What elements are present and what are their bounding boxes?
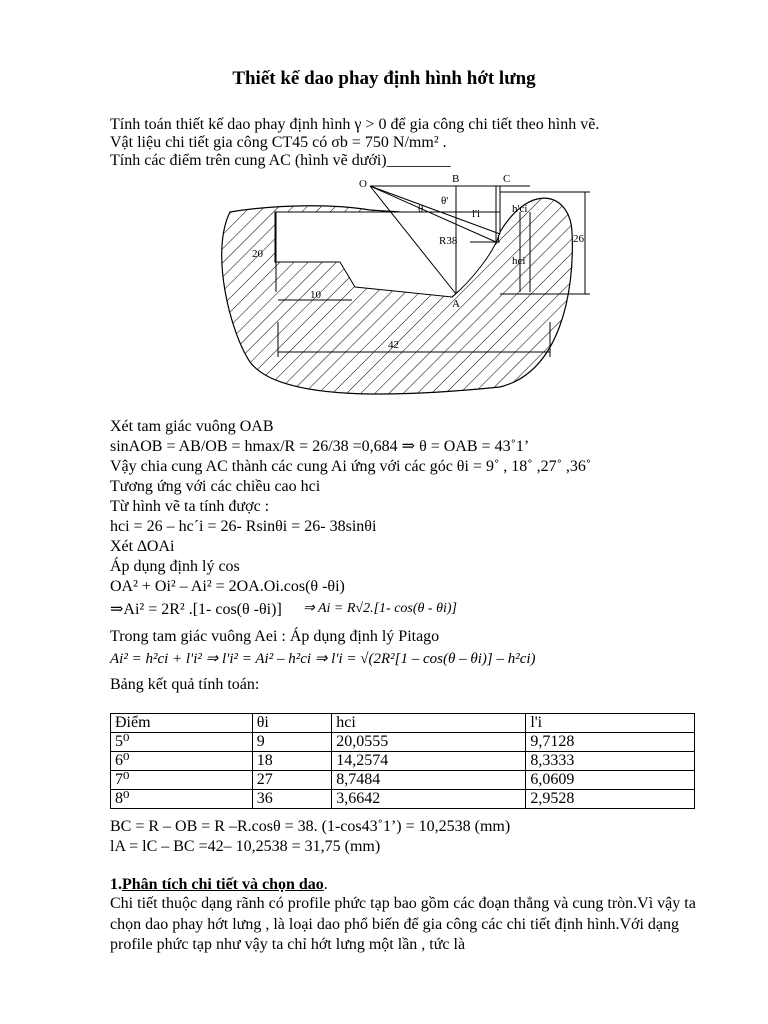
label-theta: θ: [418, 203, 424, 215]
table-cell: 8,7484: [332, 771, 526, 790]
table-header: θi: [252, 714, 332, 733]
table-cell: 9,7128: [526, 733, 695, 752]
calc-line-13: Bảng kết quả tính toán:: [110, 676, 260, 693]
calc-line-3: Vậy chia cung AC thành các cung Ai ứng với các góc θi = 9˚ , 18˚ ,27˚ ,36˚: [110, 458, 592, 475]
label-theta-prime: θ': [441, 195, 449, 207]
table-cell: 5⁰: [111, 733, 253, 752]
label-A: A: [452, 298, 460, 310]
document-title: Thiết kế dao phay định hình hớt lưng: [232, 68, 536, 89]
section-paragraph: Chi tiết thuộc dạng rãnh có profile phức tạp bao gồm các đoạn thẳng và cung tròn.Vì vậy ta chọn dao phay hớt lưng , là loại dao phổ biến để gia công các chi tiết định hình.Với dạng profile phức tạp như vậy ta chỉ hớt lưng một lần , tức là: [110, 895, 696, 953]
bc-line: BC = R – OB = R –R.cosθ = 38. (1-cos43˚1’) = 10,2538 (mm): [110, 818, 511, 835]
label-dim-42: 42: [388, 339, 399, 351]
label-dim-20: 20: [252, 248, 263, 260]
section-heading: [110, 876, 328, 894]
table-cell: 2,9528: [526, 790, 695, 809]
calc-line-4: Tương ứng với các chiều cao hci: [110, 478, 321, 495]
intro-line-3: Tính các điểm trên cung AC (hình vẽ dưới)________: [110, 152, 451, 169]
label-C: C: [503, 173, 511, 185]
table-cell: 18: [252, 752, 332, 771]
calc-line-11: Trong tam giác vuông Aei : Áp dụng định lý Pitago: [110, 628, 440, 645]
intro-line-2: Vật liệu chi tiết gia công CT45 có σb = 750 N/mm² .: [110, 134, 447, 151]
calc-line-10: ⇒Ai² = 2R² .[1- cos(θ -θi)]: [110, 601, 282, 618]
label-O: O: [359, 178, 367, 190]
table-row: [111, 771, 695, 790]
section-title: Phân tích chi tiết và chọn dao: [122, 876, 324, 893]
table-row: [111, 733, 695, 752]
table-cell: 27: [252, 771, 332, 790]
table-cell: 3,6642: [332, 790, 526, 809]
table-row: [111, 752, 695, 771]
calc-line-9: OA² + Oi² – Ai² = 2OA.Oi.cos(θ -θi): [110, 578, 345, 595]
label-B: B: [452, 173, 460, 185]
table-cell: 20,0555: [332, 733, 526, 752]
table-header: l'i: [526, 714, 695, 733]
profile-drawing: [200, 172, 590, 400]
label-hci: hci: [512, 255, 526, 267]
calc-line-7: Xét ∆OAi: [110, 538, 175, 555]
label-R38: R38: [439, 235, 458, 247]
calc-line-8: Áp dụng định lý cos: [110, 558, 240, 575]
table-row: [111, 790, 695, 809]
table-cell: 7⁰: [111, 771, 253, 790]
table-cell: 36: [252, 790, 332, 809]
section-number: 1.: [110, 876, 122, 893]
label-i: i: [497, 233, 501, 245]
calc-formula-pitago: Ai² = h²ci + l'i² ⇒ l'i² = Ai² – h²ci ⇒ l'i = √(2R²[1 – cos(θ – θi)] – h²ci): [110, 651, 536, 667]
table-header-row: [111, 714, 695, 733]
table-cell: 6⁰: [111, 752, 253, 771]
label-li: l'i: [472, 208, 481, 220]
table-cell: 14,2574: [332, 752, 526, 771]
intro-line-1: Tính toán thiết kế dao phay định hình γ > 0 để gia công chi tiết theo hình vẽ.: [110, 116, 600, 133]
section-period: .: [323, 876, 328, 893]
calc-formula-ai: ⇒ Ai = R√2.[1- cos(θ - θi)]: [303, 601, 457, 616]
results-table: [110, 713, 695, 809]
la-line: lA = lC – BC =42– 10,2538 = 31,75 (mm): [110, 838, 381, 855]
label-hci-prime: h'ci: [512, 203, 528, 215]
table-header: Điểm: [111, 714, 253, 733]
calc-line-2: sinAOB = AB/OB = hmax/R = 26/38 =0,684 ⇒ θ = OAB = 43˚1’: [110, 438, 530, 455]
table-header: hci: [332, 714, 526, 733]
table-cell: 8⁰: [111, 790, 253, 809]
calc-line-5: Từ hình vẽ ta tính được :: [110, 498, 270, 515]
label-dim-10: 10: [310, 289, 321, 301]
calc-line-1: Xét tam giác vuông OAB: [110, 418, 274, 435]
label-dim-26: 26: [573, 233, 584, 245]
table-cell: 8,3333: [526, 752, 695, 771]
calc-line-6: hci = 26 – hc´i = 26- Rsinθi = 26- 38sinθi: [110, 518, 377, 535]
table-cell: 6,0609: [526, 771, 695, 790]
table-cell: 9: [252, 733, 332, 752]
